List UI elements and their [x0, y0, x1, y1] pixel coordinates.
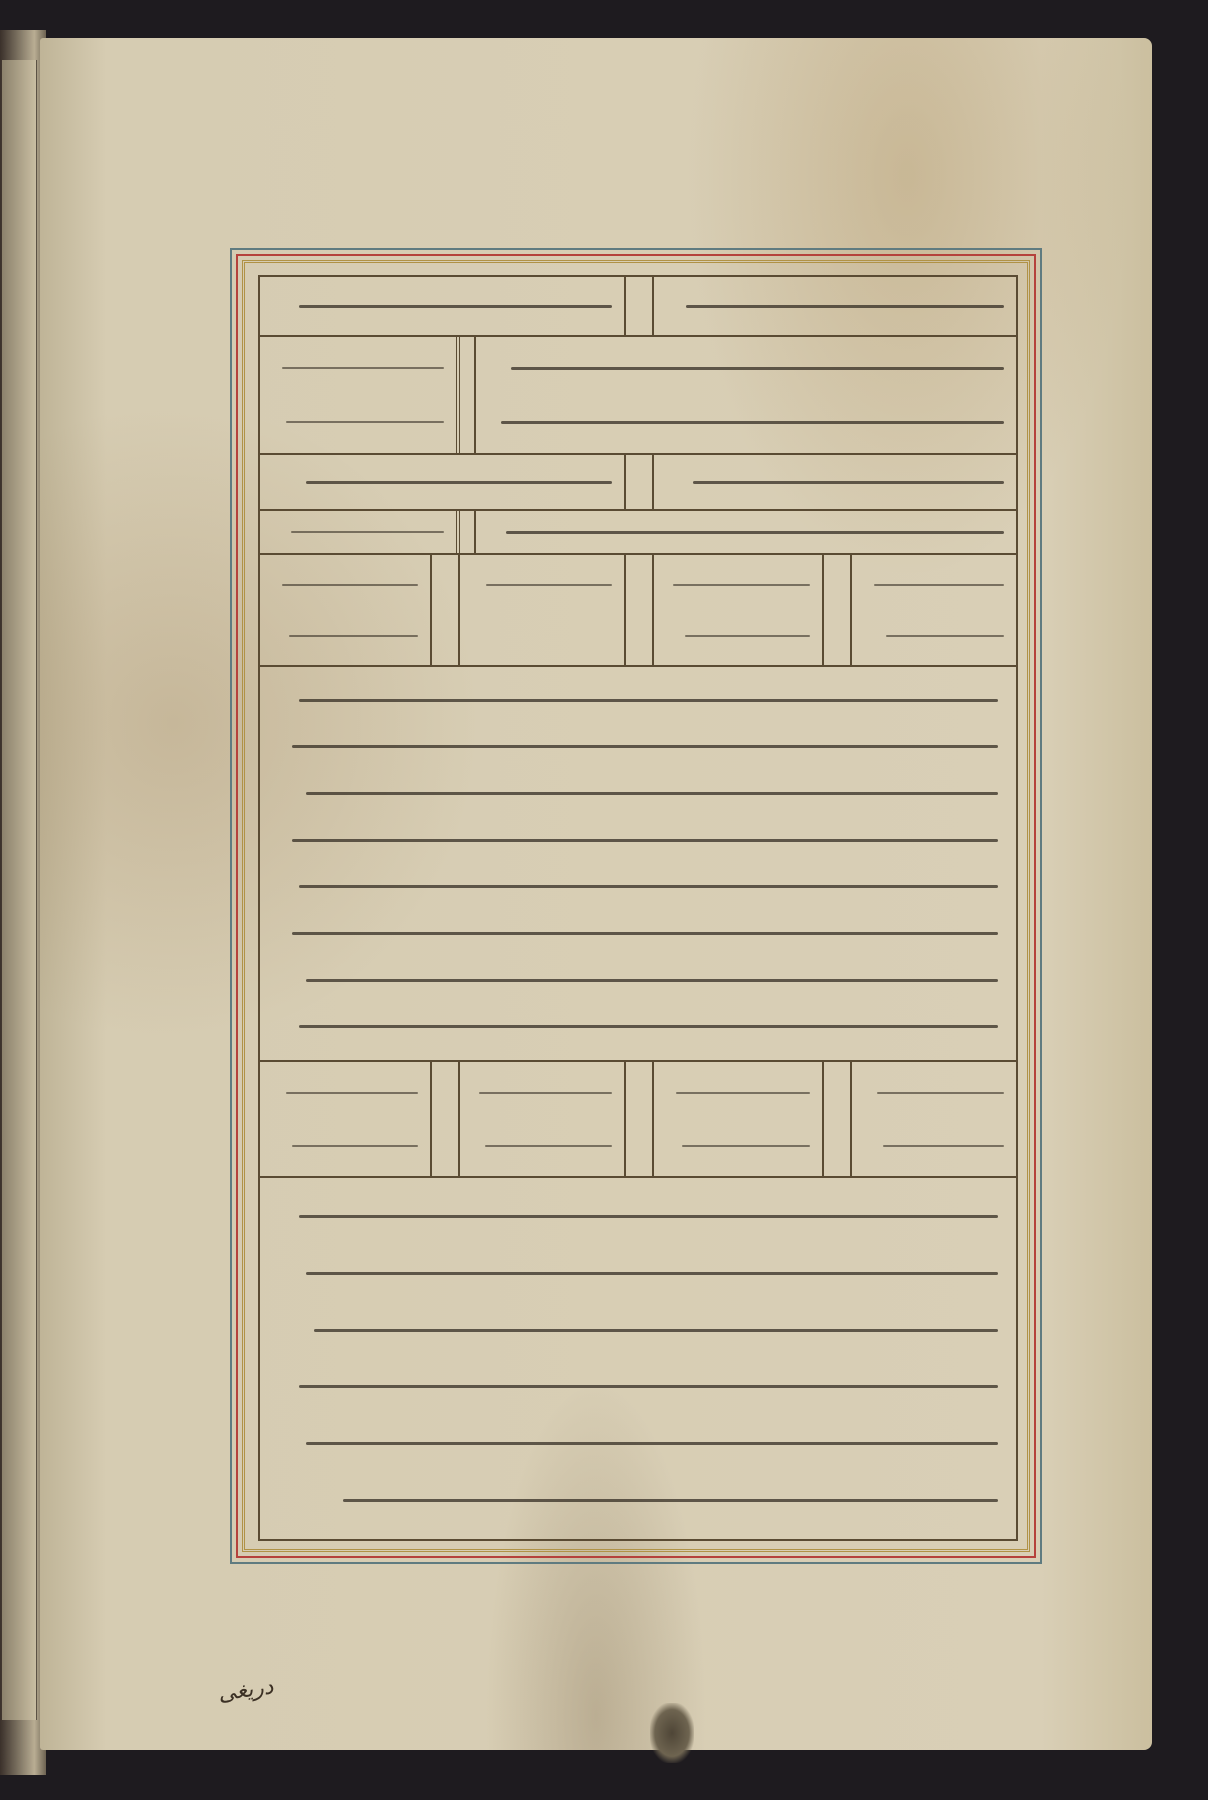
verse-hemistich	[652, 277, 1016, 335]
verse-row-5	[260, 555, 1016, 667]
verse-hemistich	[260, 277, 624, 335]
verse-column	[260, 1062, 430, 1176]
verse-hemistich	[260, 511, 456, 553]
verse-column	[652, 555, 822, 665]
text-note	[0, 0, 1, 1]
verse-row-2	[260, 337, 1016, 455]
verse-hemistich	[652, 455, 1016, 509]
ruled-frame	[230, 248, 1042, 1564]
prose-paragraph-2	[260, 1178, 1016, 1539]
verse-row-3	[260, 455, 1016, 511]
verse-column	[652, 1062, 822, 1176]
verse-column	[458, 555, 624, 665]
prose-paragraph-1	[260, 667, 1016, 1062]
ink-stain	[650, 1703, 694, 1763]
verse-row-6	[260, 1062, 1016, 1178]
verse-hemistich	[474, 511, 1016, 553]
verse-row-1	[260, 277, 1016, 337]
verse-column	[260, 555, 430, 665]
text-grid	[258, 275, 1018, 1541]
verse-hemistich	[260, 455, 624, 509]
prose-block	[474, 337, 1016, 453]
verse-column	[850, 555, 1016, 665]
verse-column	[850, 1062, 1016, 1176]
verse-column	[458, 1062, 624, 1176]
verse-hemistich	[260, 337, 456, 453]
manuscript-page	[40, 38, 1152, 1750]
previous-page-edge	[2, 60, 37, 1720]
verse-row-4	[260, 511, 1016, 555]
margin-note: دریغی	[216, 1674, 275, 1707]
